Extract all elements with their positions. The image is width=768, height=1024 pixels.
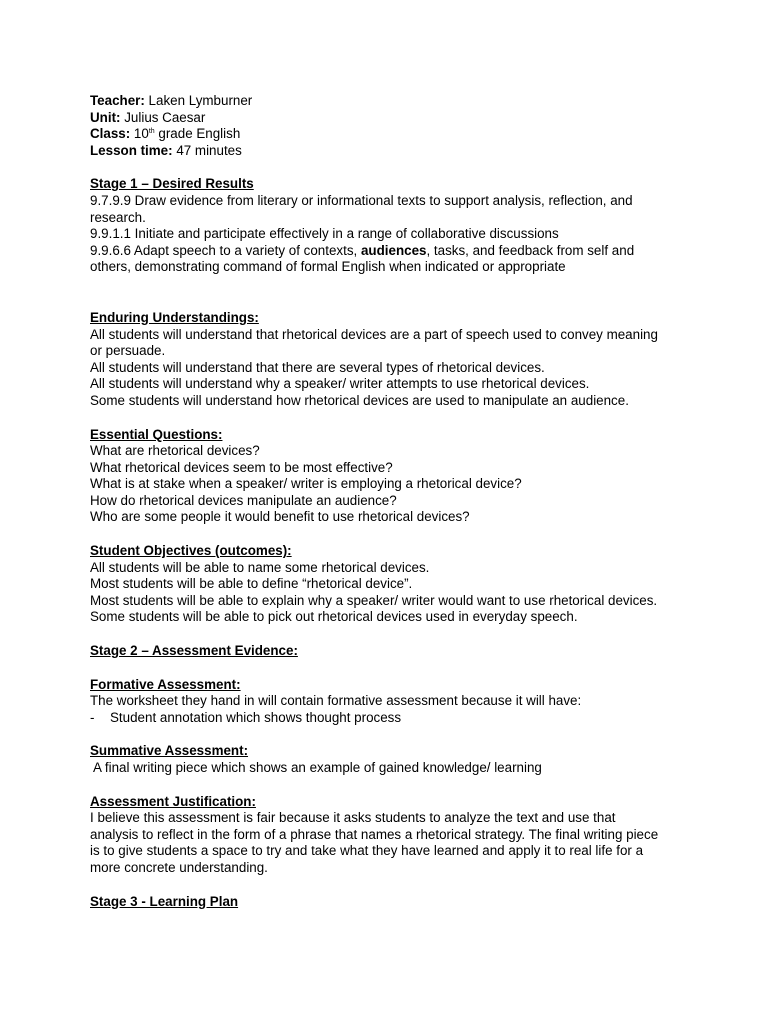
question-line: How do rhetorical devices manipulate an audience?: [90, 492, 397, 508]
stage1-heading: Stage 1 – Desired Results: [90, 176, 254, 192]
standard-line: research.: [90, 209, 146, 225]
enduring-understandings-section: [90, 310, 690, 410]
unit-label: Unit:: [90, 109, 121, 125]
question-line: What are rhetorical devices?: [90, 443, 260, 459]
objective-line: Most students will be able to explain why a speaker/ writer would want to use rhetorical devices.: [90, 592, 658, 608]
standard-line: 9.9.1.1 Initiate and participate effectively in a range of collaborative discussions: [90, 226, 559, 242]
stage3-heading: Stage 3 - Learning Plan: [90, 893, 239, 909]
understanding-line: or persuade.: [90, 343, 166, 359]
question-line: What is at stake when a speaker/ writer is employing a rhetorical device?: [90, 476, 522, 492]
question-line: Who are some people it would benefit to use rhetorical devices?: [90, 509, 470, 525]
understanding-line: All students will understand that there are several types of rhetorical devices.: [90, 359, 545, 375]
essential-questions-heading: Essential Questions:: [90, 426, 223, 442]
standard-text: 9.9.6.6 Adapt speech to a variety of contexts,: [90, 242, 361, 258]
standard-text: , tasks, and feedback from self and: [426, 242, 635, 258]
unit-line: [90, 110, 690, 127]
lesson-time-label: Lesson time:: [90, 142, 173, 158]
justification-line: I believe this assessment is fair because it asks students to analyze the text and use that: [90, 810, 616, 826]
unit-value: Julius Caesar: [120, 109, 206, 125]
understanding-line: Some students will understand how rhetorical devices are used to manipulate an audience.: [90, 392, 629, 408]
lesson-plan-content: [90, 93, 690, 910]
student-objectives-heading: Student Objectives (outcomes):: [90, 543, 292, 559]
class-label: Class:: [90, 126, 131, 142]
student-objectives-section: [90, 543, 690, 626]
assessment-justification-heading: Assessment Justification:: [90, 793, 256, 809]
summative-assessment-heading: Summative Assessment:: [90, 743, 249, 759]
formative-text: The worksheet they hand in will contain formative assessment because it will have:: [90, 693, 582, 709]
teacher-line: [90, 93, 690, 110]
stage1-section: [90, 176, 690, 276]
essential-questions-section: [90, 427, 690, 527]
formative-assessment-heading: Formative Assessment:: [90, 676, 241, 692]
formative-bullet: [90, 710, 690, 727]
understanding-line: All students will understand that rhetorical devices are a part of speech used to convey meaning: [90, 326, 658, 342]
formative-assessment-section: [90, 677, 690, 727]
lesson-time-value: 47 minutes: [172, 142, 242, 158]
audiences-bold-text: audiences: [360, 242, 427, 258]
class-line: [90, 126, 690, 143]
teacher-label: Teacher:: [90, 93, 145, 108]
class-value-number: 10: [130, 126, 149, 142]
bullet-text: Student annotation which shows thought process: [110, 709, 402, 725]
objective-line: Most students will be able to define “rhetorical device”.: [90, 576, 413, 592]
assessment-justification-section: [90, 794, 690, 877]
objective-line: Some students will be able to pick out rhetorical devices used in everyday speech.: [90, 609, 578, 625]
understanding-line: All students will understand why a speaker/ writer attempts to use rhetorical devices.: [90, 376, 590, 392]
lesson-time-line: [90, 143, 690, 160]
summative-text: A final writing piece which shows an example of gained knowledge/ learning: [93, 760, 542, 775]
standard-line: [90, 243, 690, 260]
justification-line: more concrete understanding.: [90, 859, 268, 875]
objective-line: All students will be able to name some rhetorical devices.: [90, 559, 430, 575]
standard-line: 9.7.9.9 Draw evidence from literary or informational texts to support analysis, reflection, and: [90, 192, 633, 208]
class-value-rest: grade English: [154, 126, 241, 142]
question-line: What rhetorical devices seem to be most effective?: [90, 459, 393, 475]
bullet-dash: -: [90, 709, 95, 725]
standard-line: others, demonstrating command of formal English when indicated or appropriate: [90, 259, 566, 275]
summative-assessment-section: [90, 743, 690, 776]
justification-line: is to give students a space to try and take what they have learned and apply it to real life for a: [90, 843, 644, 859]
justification-line: analysis to reflect in the form of a phrase that names a rhetorical strategy. The final writing piece: [90, 826, 659, 842]
stage2-heading: Stage 2 – Assessment Evidence:: [90, 643, 298, 659]
enduring-understandings-heading: Enduring Understandings:: [90, 309, 259, 325]
class-value-superscript: th: [148, 128, 155, 136]
teacher-value: Laken Lymburner: [144, 93, 253, 108]
lesson-meta: [90, 93, 690, 159]
